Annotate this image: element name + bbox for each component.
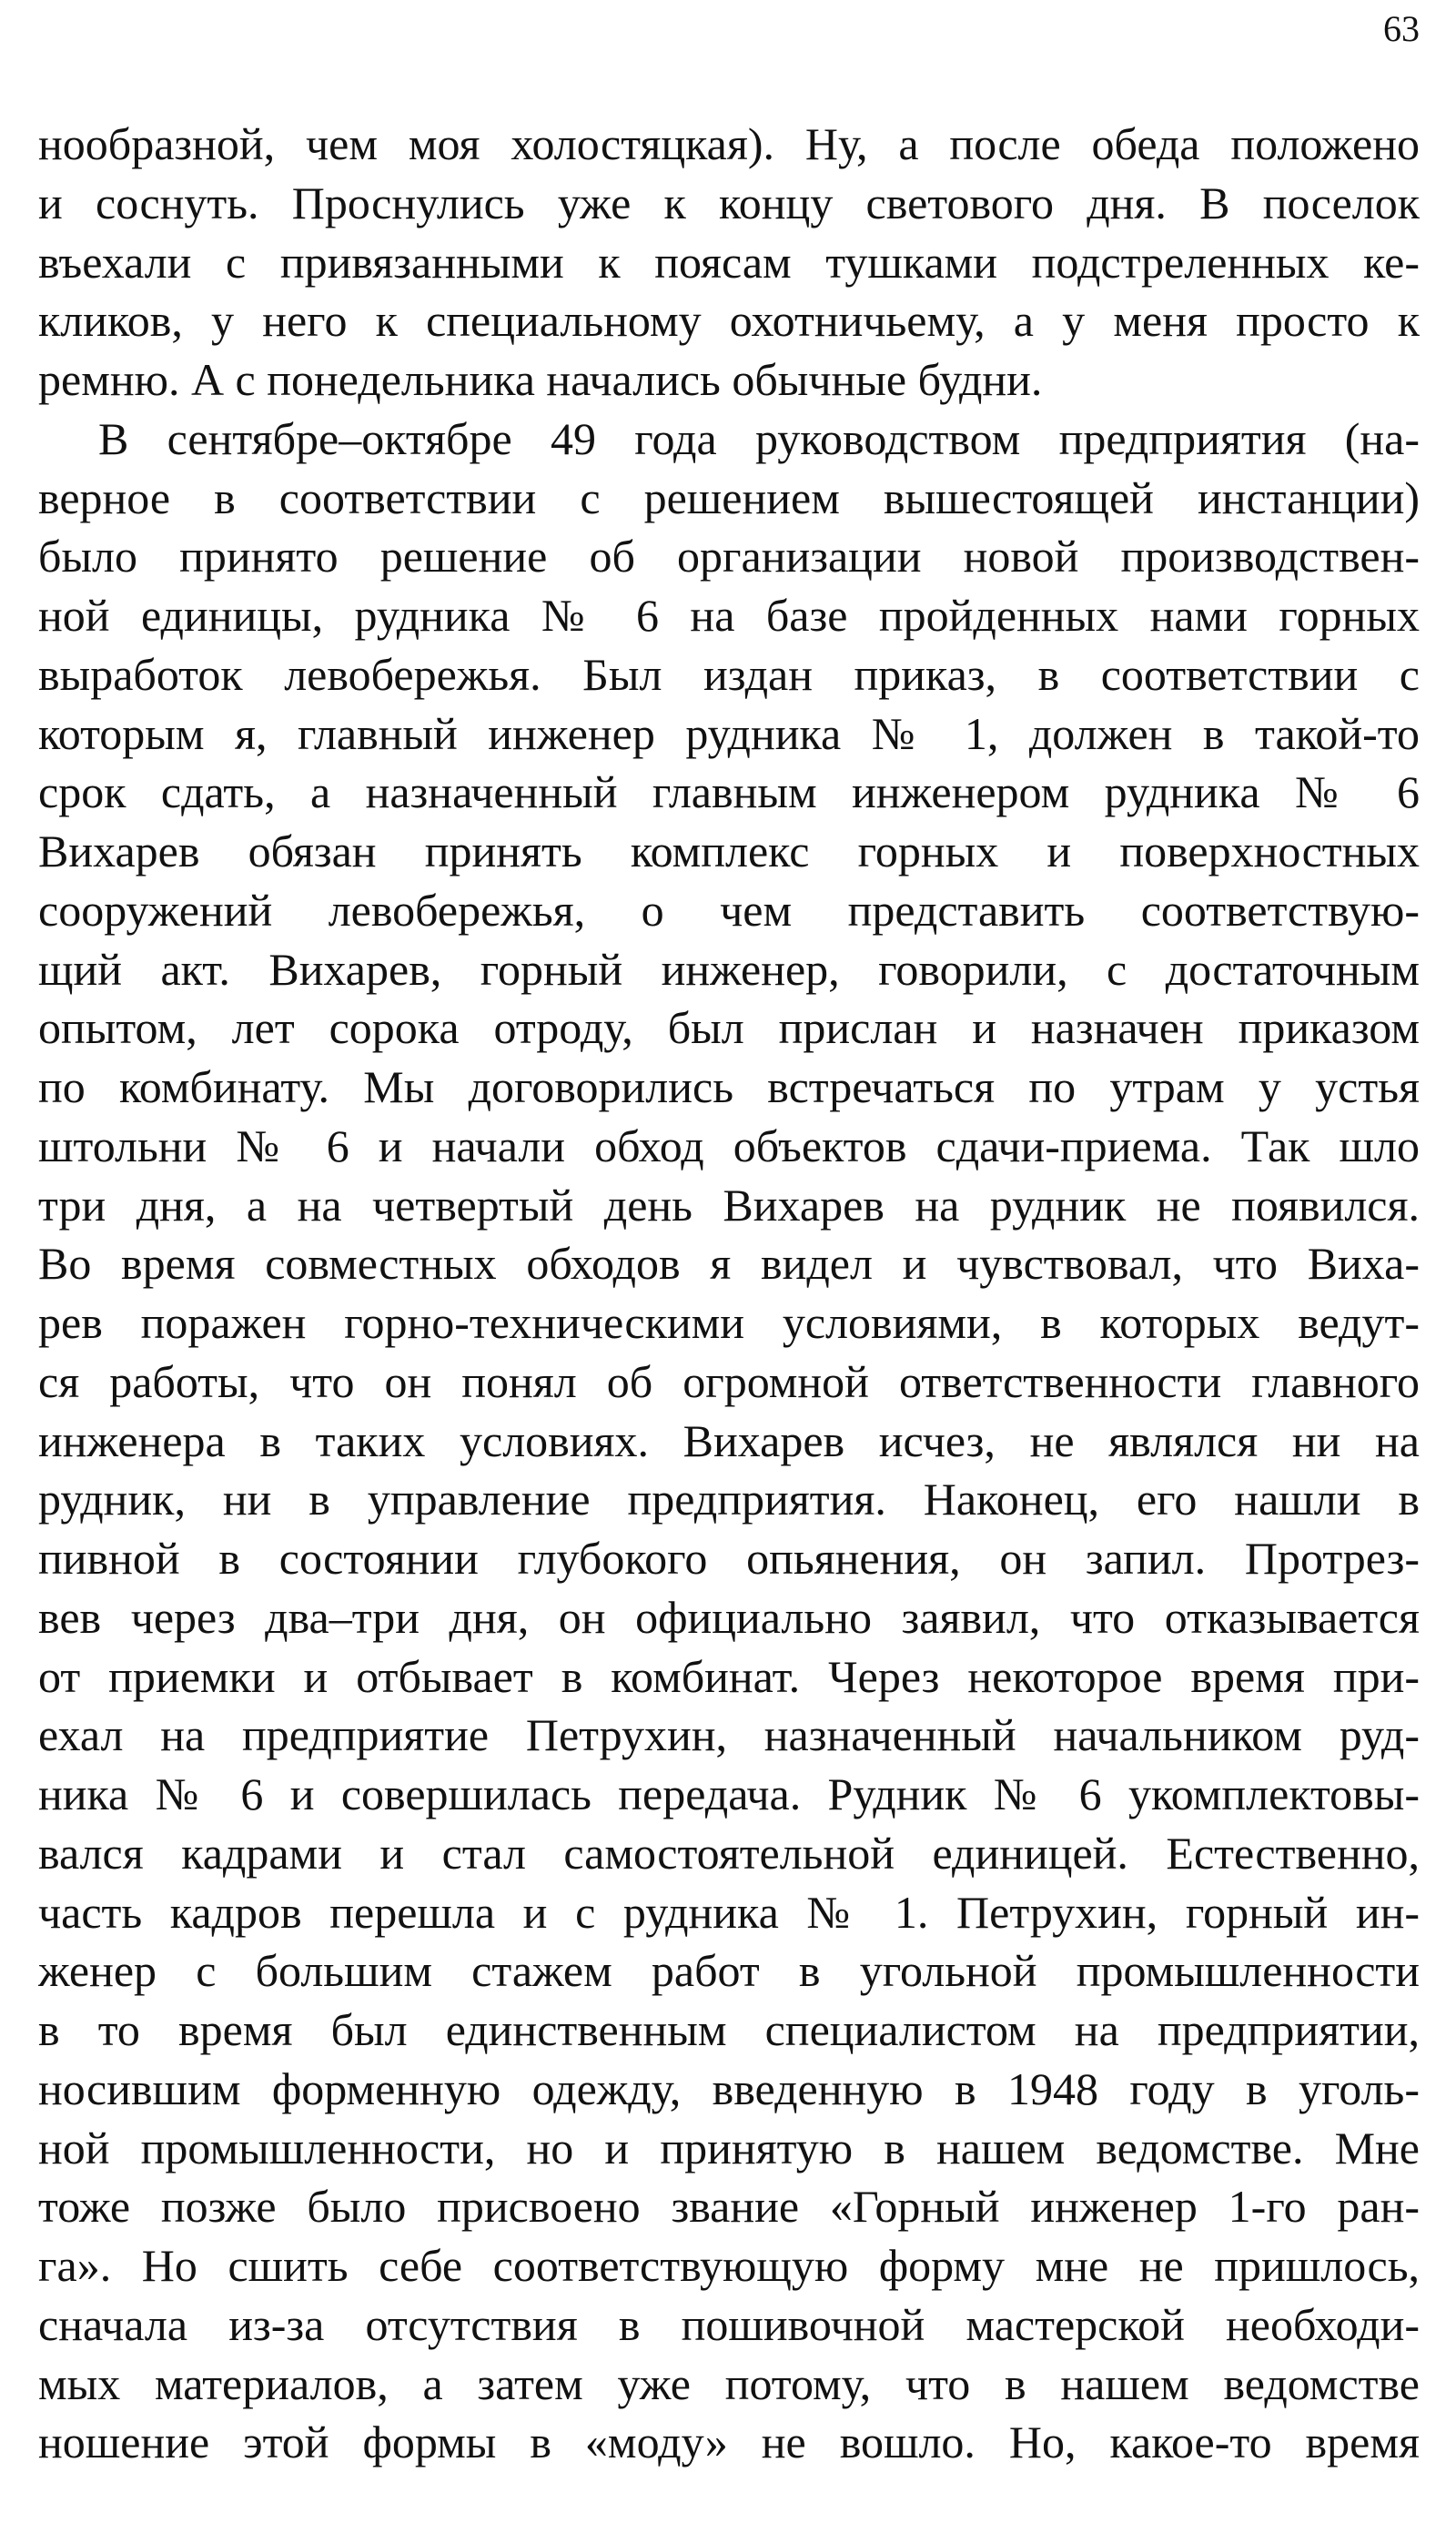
text-line: кликов, у него к специальному охотничьему, а у меня просто к bbox=[38, 295, 1420, 347]
text-line: Вихарев обязан принять комплекс горных и поверхностных bbox=[38, 826, 1420, 876]
text-line: выработок левобережья. Был издан приказ, в соответствии с bbox=[38, 648, 1420, 700]
text-line: пивной в состоянии глубокого опьянения, он запил. Протрез- bbox=[38, 1533, 1420, 1584]
text-line: рев поражен горно-техническими условиями, в которых ведут- bbox=[38, 1297, 1420, 1348]
text-line: мых материалов, а затем уже потому, что в нашем ведомстве bbox=[38, 2357, 1420, 2409]
text-line: ехал на предприятие Петрухин, назначенный начальником руд- bbox=[38, 1709, 1420, 1761]
text-line: три дня, а на четвертый день Вихарев на рудник не появился. bbox=[38, 1179, 1420, 1231]
text-line: га». Но сшить себе соответствующую форму мне не пришлось, bbox=[38, 2240, 1420, 2291]
page-number: 63 bbox=[1383, 8, 1420, 49]
text-line: от приемки и отбывает в комбинат. Через некоторое время при- bbox=[38, 1650, 1420, 1702]
text-line: вался кадрами и стал самостоятельной единицей. Естественно, bbox=[38, 1827, 1420, 1879]
text-line: нообразной, чем моя холостяцкая). Ну, а после обеда положено bbox=[38, 118, 1420, 169]
text-line: ремню. А с понедельника начались обычные будни. bbox=[38, 354, 1043, 405]
text-line: было принято решение об организации новой производствен- bbox=[38, 531, 1420, 583]
text-line: тоже позже было присвоено звание «Горный инженер 1-го ран- bbox=[38, 2181, 1420, 2233]
text-line: ной промышленности, но и принятую в нашем ведомстве. Мне bbox=[38, 2122, 1420, 2173]
text-line: рудник, ни в управление предприятия. Наконец, его нашли в bbox=[38, 1474, 1420, 1525]
text-line: сначала из-за отсутствия в пошивочной мастерской необходи- bbox=[38, 2298, 1420, 2350]
text-line: носившим форменную одежду, введенную в 1948 году в уголь- bbox=[38, 2062, 1420, 2114]
text-line: щий акт. Вихарев, горный инженер, говорили, с достаточным bbox=[38, 943, 1420, 995]
text-line: срок сдать, а назначенный главным инженером рудника № 6 bbox=[38, 766, 1420, 818]
text-line: ника № 6 и совершилась передача. Рудник № 6 укомплектовы- bbox=[38, 1768, 1420, 1819]
text-line: которым я, главный инженер рудника № 1, должен в такой-то bbox=[38, 707, 1420, 759]
text-line: в то время был единственным специалистом на предприятии, bbox=[38, 2004, 1420, 2055]
text-line: инженера в таких условиях. Вихарев исчез, не являлся ни на bbox=[38, 1414, 1420, 1466]
text-line: ной единицы, рудника № 6 на базе пройденных нами горных bbox=[38, 590, 1420, 641]
text-line: Во время совместных обходов я видел и чувствовал, что Виха- bbox=[38, 1238, 1420, 1290]
text-line: опытом, лет сорока отроду, был прислан и назначен приказом bbox=[38, 1002, 1420, 1054]
text-line: штольни № 6 и начали обход объектов сдачи-приема. Так шло bbox=[38, 1120, 1420, 1171]
text-line: по комбинату. Мы договорились встречаться по утрам у устья bbox=[38, 1061, 1420, 1112]
body-text bbox=[38, 115, 1420, 2472]
text-line: часть кадров перешла и с рудника № 1. Петрухин, горный ин- bbox=[38, 1886, 1420, 1938]
text-line: сооружений левобережья, о чем представить соответствую- bbox=[38, 884, 1420, 936]
text-line: женер с большим стажем работ в угольной промышленности bbox=[38, 1945, 1420, 1997]
text-line: верное в соответствии с решением вышестоящей инстанции) bbox=[38, 471, 1420, 523]
text-line: въехали с привязанными к поясам тушками подстреленных ке- bbox=[38, 236, 1420, 288]
text-line: вев через два–три дня, он официально заявил, что отказывается bbox=[38, 1591, 1420, 1643]
text-line: В сентябре–октябре 49 года руководством предприятия (на- bbox=[98, 412, 1420, 464]
text-line: ношение этой формы в «моду» не вошло. Но, какое-то время bbox=[38, 2417, 1420, 2468]
text-line: и соснуть. Проснулись уже к концу светового дня. В поселок bbox=[38, 177, 1420, 228]
text-line: ся работы, что он понял об огромной ответственности главного bbox=[38, 1355, 1420, 1407]
